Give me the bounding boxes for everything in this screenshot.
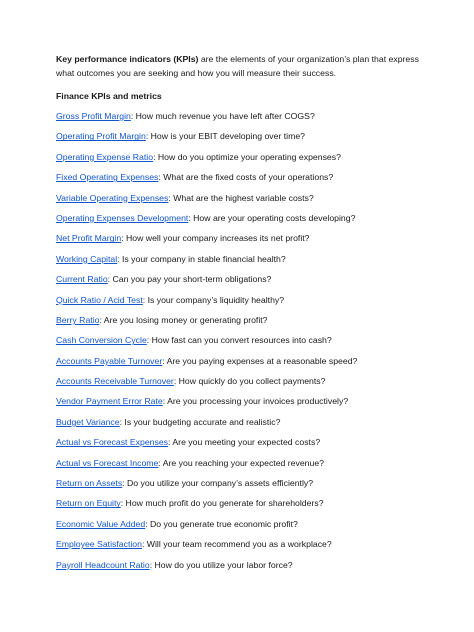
kpi-question: : How quickly do you collect payments? [173, 376, 326, 387]
kpi-item [56, 395, 357, 415]
kpi-link[interactable]: Actual vs Forecast Expenses [56, 437, 169, 448]
kpi-question: : What are the highest variable costs? [168, 192, 314, 203]
kpi-item [56, 294, 357, 314]
kpi-item [56, 192, 357, 212]
kpi-question: : Do you generate true economic profit? [145, 518, 298, 529]
intro-text: are the elements of your organization’s plan that express what outcomes you are seeking and how you will measure their success. [56, 54, 419, 78]
kpi-question: : How do you utilize your labor force? [149, 559, 293, 570]
kpi-link[interactable]: Net Profit Margin [56, 233, 122, 244]
kpi-question: : What are the fixed costs of your operations? [158, 172, 334, 183]
kpi-item [56, 232, 357, 252]
kpi-link[interactable]: Variable Operating Expenses [56, 192, 169, 203]
kpi-item [56, 273, 357, 293]
kpi-link[interactable]: Operating Profit Margin [56, 131, 146, 142]
kpi-link[interactable]: Working Capital [56, 253, 118, 264]
kpi-list [56, 110, 357, 579]
kpi-link[interactable]: Economic Value Added [56, 518, 146, 529]
kpi-link[interactable]: Cash Conversion Cycle [56, 335, 147, 346]
kpi-link[interactable]: Operating Expense Ratio [56, 151, 154, 162]
kpi-question: : Can you pay your short-term obligations? [107, 274, 272, 285]
kpi-item [56, 457, 357, 477]
kpi-item [56, 416, 357, 436]
kpi-question: : How do you optimize your operating expenses? [153, 151, 341, 162]
section-title: Finance KPIs and metrics [56, 91, 162, 101]
kpi-question: : Is your company’s liquidity healthy? [142, 294, 285, 305]
kpi-item [56, 314, 357, 334]
kpi-question: : Are you paying expenses at a reasonable speed? [162, 355, 358, 366]
kpi-link[interactable]: Berry Ratio [56, 314, 100, 325]
kpi-link[interactable]: Employee Satisfaction [56, 539, 142, 550]
kpi-question: : Is your budgeting accurate and realistic? [119, 416, 281, 427]
kpi-item [56, 110, 357, 130]
kpi-link[interactable]: Quick Ratio / Acid Test [56, 294, 143, 305]
kpi-item [56, 436, 357, 456]
kpi-item [56, 497, 357, 517]
kpi-item [56, 151, 357, 171]
kpi-question: : Are you meeting your expected costs? [168, 437, 321, 448]
kpi-item [56, 518, 357, 538]
kpi-question: : How is your EBIT developing over time? [145, 131, 305, 142]
kpi-question: : How are your operating costs developing? [188, 212, 356, 223]
kpi-item [56, 375, 357, 395]
intro-paragraph [56, 52, 426, 80]
kpi-link[interactable]: Payroll Headcount Ratio [56, 559, 150, 570]
kpi-link[interactable]: Vendor Payment Error Rate [56, 396, 163, 407]
kpi-item [56, 171, 357, 191]
kpi-link[interactable]: Return on Equity [56, 498, 121, 509]
kpi-question: : Are you losing money or generating profit? [99, 314, 268, 325]
kpi-item [56, 212, 357, 232]
kpi-question: : How fast can you convert resources into cash? [146, 335, 332, 346]
kpi-item [56, 334, 357, 354]
kpi-link[interactable]: Gross Profit Margin [56, 111, 131, 121]
kpi-link[interactable]: Actual vs Forecast Income [56, 457, 159, 468]
kpi-link[interactable]: Return on Assets [56, 478, 123, 489]
kpi-link[interactable]: Fixed Operating Expenses [56, 172, 159, 183]
kpi-item [56, 130, 357, 150]
kpi-link[interactable]: Current Ratio [56, 274, 108, 285]
kpi-question: : How well your company increases its net profit? [121, 233, 310, 244]
kpi-link[interactable]: Operating Expenses Development [56, 212, 189, 223]
kpi-link[interactable]: Accounts Payable Turnover [56, 355, 163, 366]
kpi-question: : Are you processing your invoices productively? [162, 396, 349, 407]
kpi-item [56, 253, 357, 273]
kpi-link[interactable]: Accounts Receivable Turnover [56, 376, 174, 387]
kpi-question: : Will your team recommend you as a workplace? [141, 539, 332, 550]
kpi-question: : Are you reaching your expected revenue? [158, 457, 325, 468]
kpi-item [56, 355, 357, 375]
kpi-item [56, 559, 357, 579]
kpi-question: : Do you utilize your company’s assets efficiently? [122, 478, 314, 489]
kpi-item [56, 477, 357, 497]
kpi-question: : How much profit do you generate for shareholders? [120, 498, 324, 509]
kpi-item [56, 538, 357, 558]
kpi-question: : How much revenue you have left after COGS? [130, 111, 315, 121]
kpi-question: : Is your company in stable financial health? [117, 253, 286, 264]
intro-bold-term: Key performance indicators (KPIs) [56, 54, 199, 64]
kpi-link[interactable]: Budget Variance [56, 416, 120, 427]
